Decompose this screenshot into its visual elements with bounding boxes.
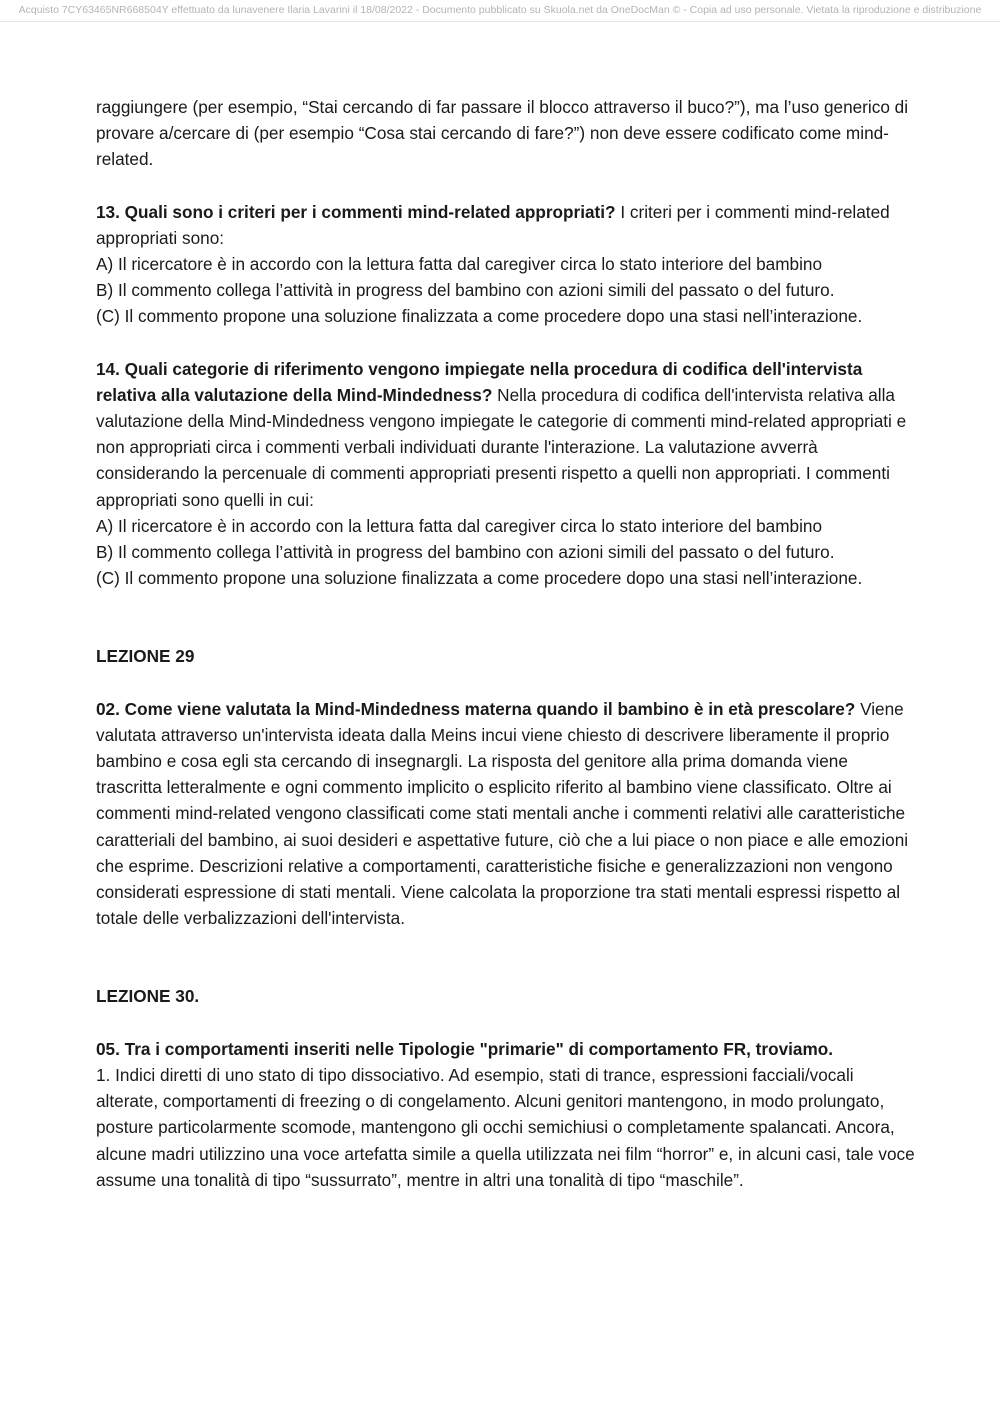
lesson30-heading xyxy=(96,983,916,1009)
watermark-banner: Acquisto 7CY63465NR668504Y effettuato da lunavenere Ilaria Lavarini il 18/08/2022 - Documento pubblicato su Skuola.net da OneDocMan © - Copia ad uso personale. Vietata la riproduzione e distribuzione xyxy=(18,4,982,16)
lesson29-question: 02. Come viene valutata la Mind-Mindedness materna quando il bambino è in età prescolare? xyxy=(96,698,856,719)
intro-paragraph: raggiungere (per esempio, “Stai cercando di far passare il blocco attraverso il buco?”), ma l’uso generico di provare a/cercare di (per esempio “Cosa stai cercando di fare?”) non deve essere codificato come mind-related. xyxy=(96,97,909,170)
lesson30-question-text: 05. Tra i comportamenti inseriti nelle Tipologie "primarie" di comportamento FR, troviamo. xyxy=(96,1038,834,1059)
q14-question: 14. Quali categorie di riferimento vengono impiegate nella procedura di codifica dell'intervista relativa alla valutazione della Mind-Mindedness? xyxy=(96,358,863,405)
q13-item-b: B) Il commento collega l’attività in progress del bambino con azioni simili del passato o del futuro. xyxy=(96,280,835,301)
spacer xyxy=(96,591,916,643)
q14-item-b: B) Il commento collega l’attività in progress del bambino con azioni simili del passato o del futuro. xyxy=(96,542,835,563)
lesson29-heading xyxy=(96,643,916,669)
q13-question: 13. Quali sono i criteri per i commenti mind-related appropriati? xyxy=(96,201,616,222)
q14-item-a: A) Il ricercatore è in accordo con la lettura fatta dal caregiver circa lo stato interiore del bambino xyxy=(96,515,823,536)
spacer xyxy=(96,330,916,356)
lesson30-answer: 1. Indici diretti di uno stato di tipo dissociativo. Ad esempio, stati di trance, espressioni facciali/vocali alterate, comportamenti di freezing o di congelamento. Alcuni genitori mantengono, in modo prolungato, posture particolarmente scomode, mantengono gli occhi semichiusi o completamente spalancati. Ancora, alcune madri utilizzino una voce artefatta simile a quella utilizzata nei film “horror” e, in alcuni casi, tale voce assume una tonalità di tipo “sussurrato”, mentre in altri una tonalità di tipo “maschile”. xyxy=(96,1064,915,1190)
spacer xyxy=(96,670,916,696)
q13-item-c: (C) Il commento propone una soluzione finalizzata a come procedere dopo una stasi nell’interazione. xyxy=(96,306,863,327)
lesson30-heading-text: LEZIONE 30. xyxy=(96,986,200,1007)
q14-paragraph xyxy=(96,356,916,513)
q13-paragraph xyxy=(96,199,916,251)
q14-answer: Nella procedura di codifica dell'intervista relativa alla valutazione della Mind-Mindedness vengono impiegate le categorie di commenti mind-related appropriati e non appropriati circa i commenti verbali individuati durante l'interazione. La valutazione avverrà considerando la percenuale di commenti appropriati presenti rispetto a quelli non appropriati. I commenti appropriati sono quelli in cui: xyxy=(96,384,907,510)
lesson29-answer: Viene valutata attraverso un'intervista ideata dalla Meins incui viene chiesto di descrivere liberamente il proprio bambino e cosa egli sta cercando di insegnargli. La risposta del genitore alla prima domanda viene trascritta letteralmente e ogni commento implicito o esplicito riferito al bambino viene classificato. Oltre ai commenti mind-related vengono classificati come stati mentali anche i commenti relativi alle caratteristiche caratteriali del bambino, ai suoi desideri e aspettative future, ciò che a lui piace o non piace e alle emozioni che esprime. Descrizioni relative a comportamenti, caratteristiche fisiche e generalizzazioni non vengono considerati espressione di stati mentali. Viene calcolata la proporzione tra stati mentali espressi rispetto al totale delle verbalizzazioni dell'intervista. xyxy=(96,698,909,929)
document-body xyxy=(96,94,916,1193)
header-divider xyxy=(0,21,1000,22)
q14-item-c: (C) Il commento propone una soluzione finalizzata a come procedere dopo una stasi nell’interazione. xyxy=(96,568,863,589)
lesson29-heading-text: LEZIONE 29 xyxy=(96,646,195,667)
q13-item-a: A) Il ricercatore è in accordo con la lettura fatta dal caregiver circa lo stato interiore del bambino xyxy=(96,254,823,275)
spacer xyxy=(96,173,916,199)
lesson30-question xyxy=(96,1036,916,1062)
lesson29-paragraph xyxy=(96,696,916,932)
spacer xyxy=(96,1010,916,1036)
spacer xyxy=(96,931,916,983)
q13-answer: I criteri per i commenti mind-related appropriati sono: xyxy=(96,201,890,248)
